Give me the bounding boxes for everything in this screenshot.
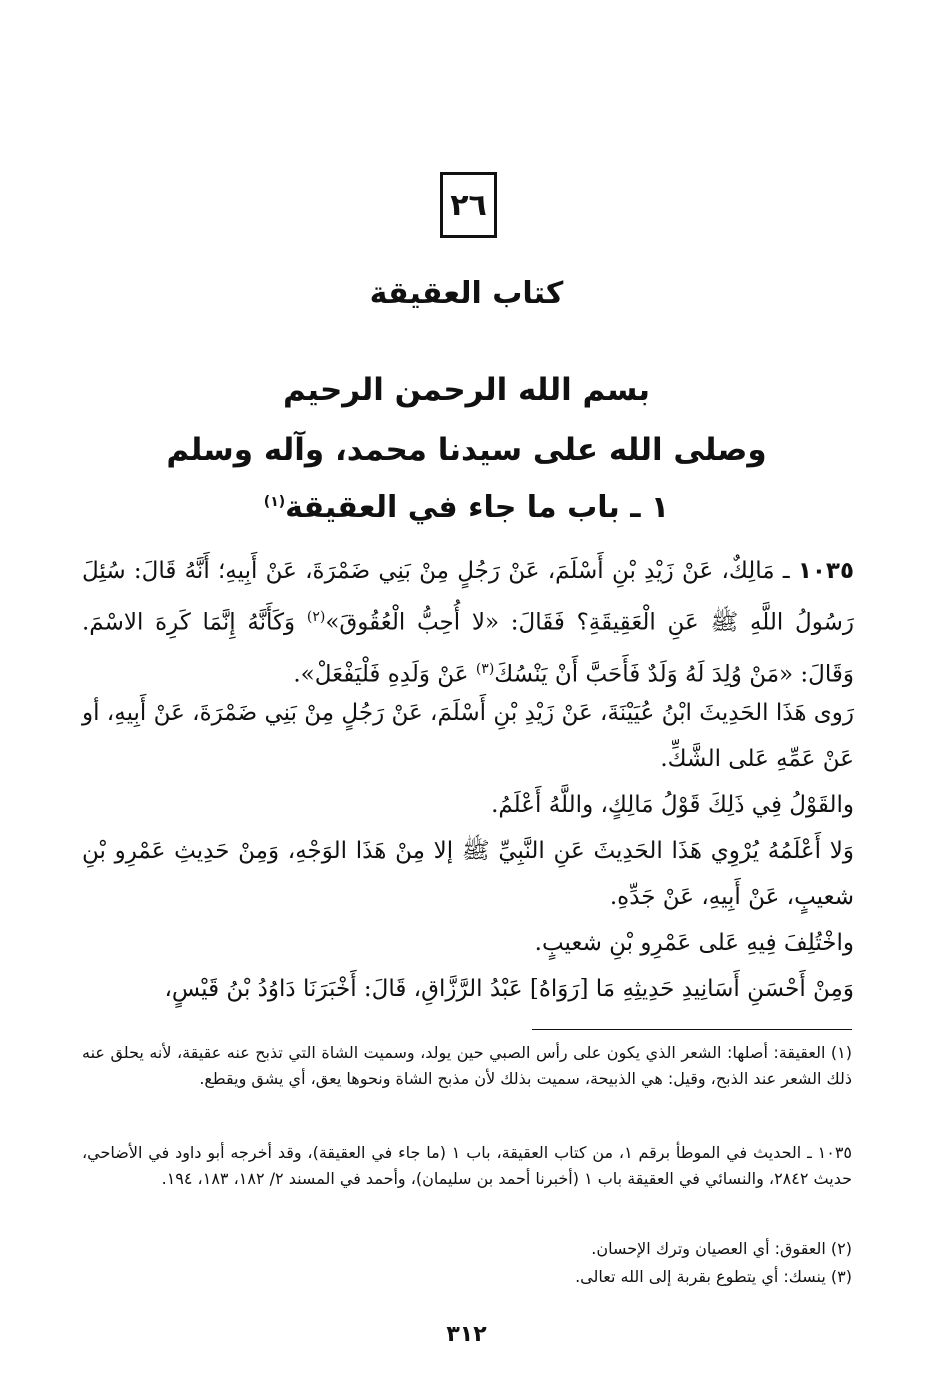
book-title: كتاب العقيقة [369, 276, 564, 311]
bab-title: ١ ـ باب ما جاء في العقيقة [285, 490, 670, 525]
salawat-heading: وصلى الله على سيدنا محمد، وآله وسلم [166, 432, 767, 468]
bab-footnote-marker: (١) [263, 494, 286, 510]
footnote: ١٠٣٥ ـ الحديث في الموطأ برقم ١، من كتاب العقيقة، باب ١ (ما جاء في العقيقة)، وقد أخرجه أبو داود في الأضاحي، حديث ٢٨٤٢، والنسائي في العقيقة باب ١ (أخبرنا أحمد بن سليمان)، وأحمد في المسند ٢/ ١٨٢، ١٨٣، ١٩٤. [82, 1143, 852, 1188]
commentary-paragraph: وَلا أَعْلَمُهُ يُرْوِي هَذَا الحَدِيثَ عَنِ النَّبِيِّ ﷺ إلا مِنْ هَذَا الوَجْهِ، وَمِنْ حَدِيثِ عَمْرِو بْنِ شعيبٍ، عَنْ أَبِيهِ، عَنْ جَدِّهِ. [82, 838, 854, 910]
chapter-number-box [440, 172, 497, 238]
bab-heading [60, 490, 873, 525]
hadith-text-part: ـ مَالِكٌ، عَنْ زَيْدِ بْنِ أَسْلَمَ، عَنْ رَجُلٍ مِنْ بَنِي ضَمْرَةَ، عَنْ أَبِيهِ؛ أَنَّهُ قَالَ: سُئِلَ رَسُولُ اللَّهِ ﷺ عَنِ الْعَقِيقَةِ؟ فَقَالَ: «لا أُحِبُّ الْعُقُوقَ» [82, 558, 854, 636]
footnote-marker: (٢) [306, 609, 326, 625]
footnote-divider [532, 1029, 852, 1030]
page-number: ٣١٢ [446, 1322, 487, 1347]
hadith-text-part: وَكَأَنَّهُ إِنَّمَا كَرِهَ الاسْمَ. وَقَالَ: «مَنْ وُلِدَ لَهُ وَلَدٌ فَأَحَبَّ أَنْ يَنْسُكَ [82, 609, 854, 688]
chapter-number: ٢٦ [450, 187, 487, 223]
hadith-text-part: عَنْ وَلَدِهِ فَلْيَفْعَلْ». [293, 661, 476, 688]
footnote: (١) العقيقة: أصلها: الشعر الذي يكون على رأس الصبي حين يولد، وسميت الشاة التي تذبح عنه عقيقة، لأنه يحلق عنه ذلك الشعر عند الذبح، وقيل: هي الذبيحة، سميت بذلك لأن مذبح الشاة ونحوها يعق، أي يشق ويقطع. [82, 1043, 852, 1088]
hadith-paragraph [82, 548, 854, 697]
footnote: (٢) العقوق: أي العصيان وترك الإحسان. [591, 1239, 852, 1258]
hadith-number: ١٠٣٥ [797, 558, 854, 584]
commentary-paragraph: رَوى هَذَا الحَدِيثَ ابْنُ عُيَيْنَةَ، عَنْ زَيْدِ بْنِ أَسْلَمَ، عَنْ رَجُلٍ مِنْ بَنِي ضَمْرَةَ، عَنْ أَبِيهِ، أو عَنْ عَمِّهِ عَلى الشَّكِّ. [82, 700, 854, 772]
commentary-paragraph: واخْتُلِفَ فِيهِ عَلى عَمْرِو بْنِ شعيبٍ. [534, 930, 854, 956]
footnote-marker: (٣) [475, 660, 495, 677]
footnote: (٣) ينسك: أي يتطوع بقربة إلى الله تعالى. [575, 1267, 852, 1286]
commentary-paragraph: وَمِنْ أَحْسَنِ أَسَانِيدِ حَدِيثِهِ مَا [رَوَاهُ] عَبْدُ الرَّزَّاقِ، قَالَ: أَخْبَرَنَا دَاوُدُ بْنُ قَيْسٍ، [164, 976, 854, 1002]
basmala-heading: بسم الله الرحمن الرحيم [282, 372, 651, 408]
commentary-paragraph: والقَوْلُ فِي ذَلِكَ قَوْلُ مَالِكٍ، واللَّهُ أَعْلَمُ. [491, 792, 854, 818]
